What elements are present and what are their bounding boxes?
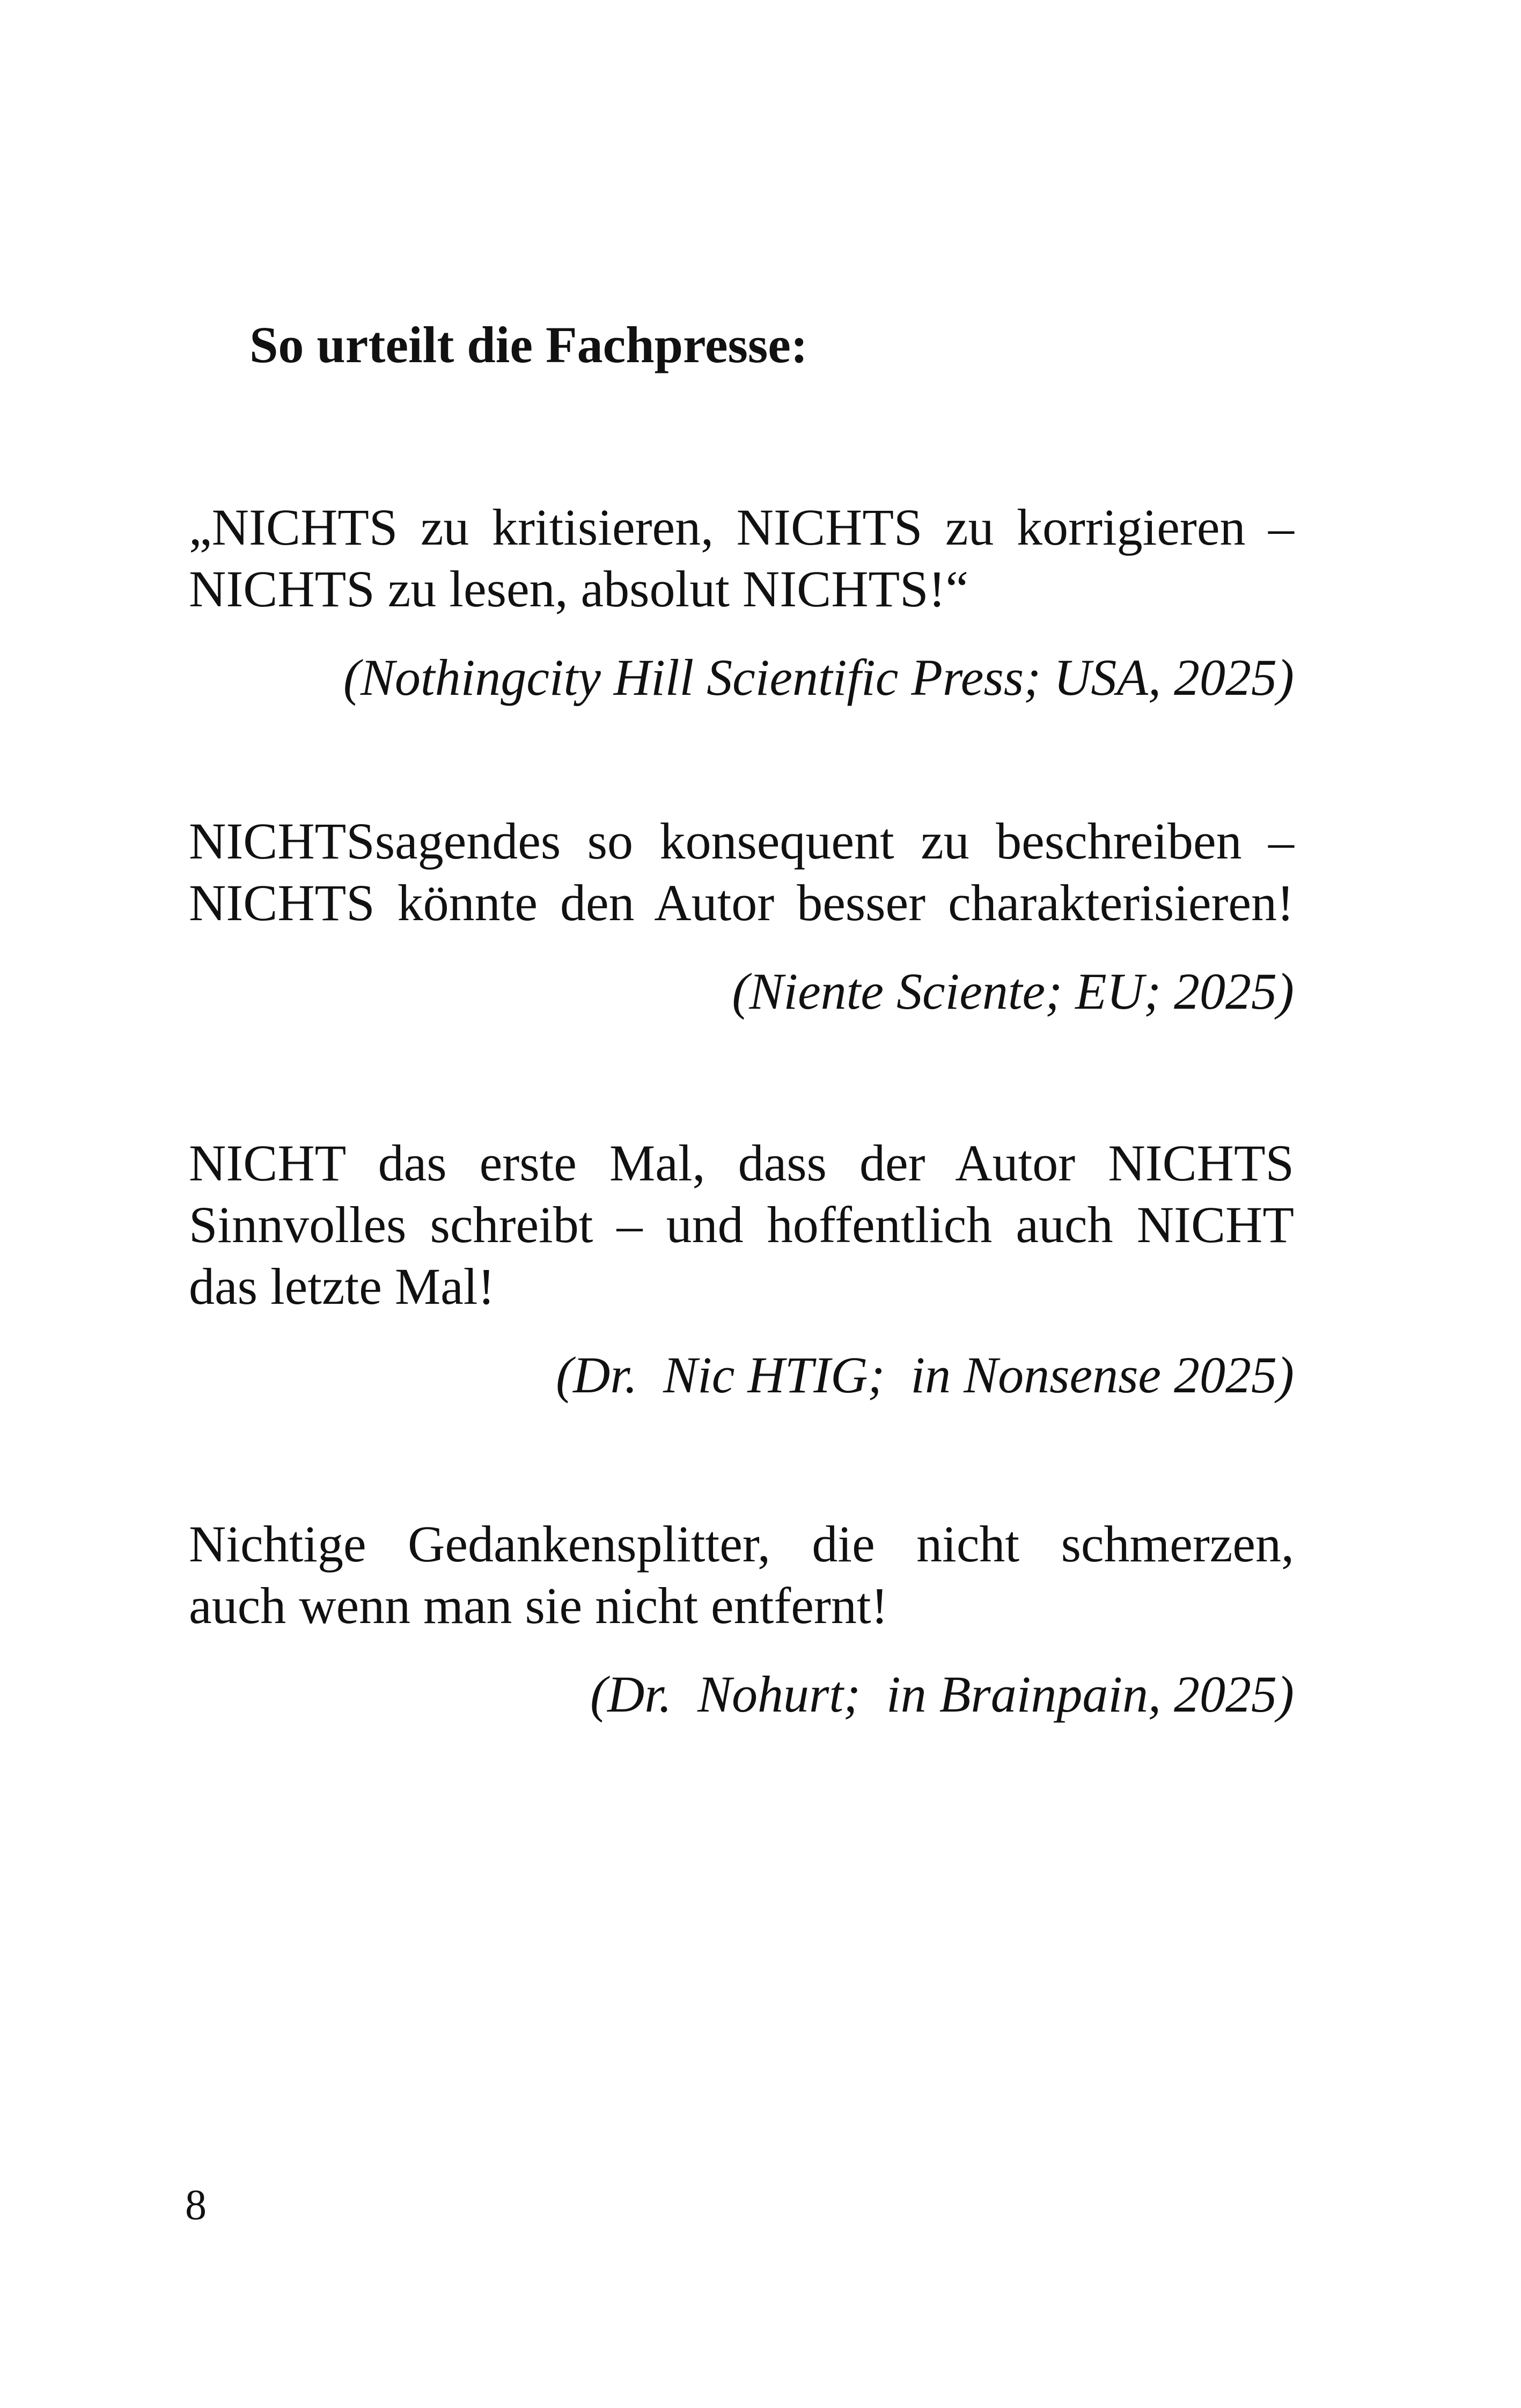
quote-source: (Dr. Nohurt; in Brainpain, 2025)	[590, 1665, 1294, 1723]
quote-line: NICHTS zu lesen, absolut NICHTS!“	[189, 560, 969, 618]
press-quote-1	[189, 496, 1294, 706]
page-heading: So urteilt die Fachpresse:	[249, 316, 808, 373]
press-quote-4	[189, 1513, 1294, 1723]
quote-line: „NICHTS zu kritisieren, NICHTS zu korrigieren –	[189, 498, 1294, 556]
quote-source: (Dr. Nic HTIG; in Nonsense 2025)	[556, 1346, 1294, 1404]
quote-line: Nichtige Gedankensplitter, die nicht schmerzen,	[189, 1515, 1294, 1573]
quote-source: (Niente Sciente; EU; 2025)	[732, 963, 1294, 1020]
quote-line: NICHT das erste Mal, dass der Autor NICHTS	[189, 1134, 1294, 1192]
quote-text	[189, 810, 1294, 934]
quote-line: das letzte Mal!	[189, 1258, 495, 1315]
quote-line: NICHTS könnte den Autor besser charakterisieren!	[189, 874, 1294, 931]
page-number: 8	[185, 2182, 207, 2229]
quote-line: Sinnvolles schreibt – und hoffentlich auch NICHT	[189, 1196, 1294, 1253]
quote-line: auch wenn man sie nicht entfernt!	[189, 1577, 888, 1634]
quote-text	[189, 1132, 1294, 1317]
quote-line: NICHTSsagendes so konsequent zu beschreiben –	[189, 812, 1294, 870]
press-quote-2	[189, 810, 1294, 1020]
press-quote-3	[189, 1132, 1294, 1404]
quote-text	[189, 496, 1294, 620]
quote-source: (Nothingcity Hill Scientific Press; USA, 2025)	[343, 649, 1294, 706]
quote-text	[189, 1513, 1294, 1636]
